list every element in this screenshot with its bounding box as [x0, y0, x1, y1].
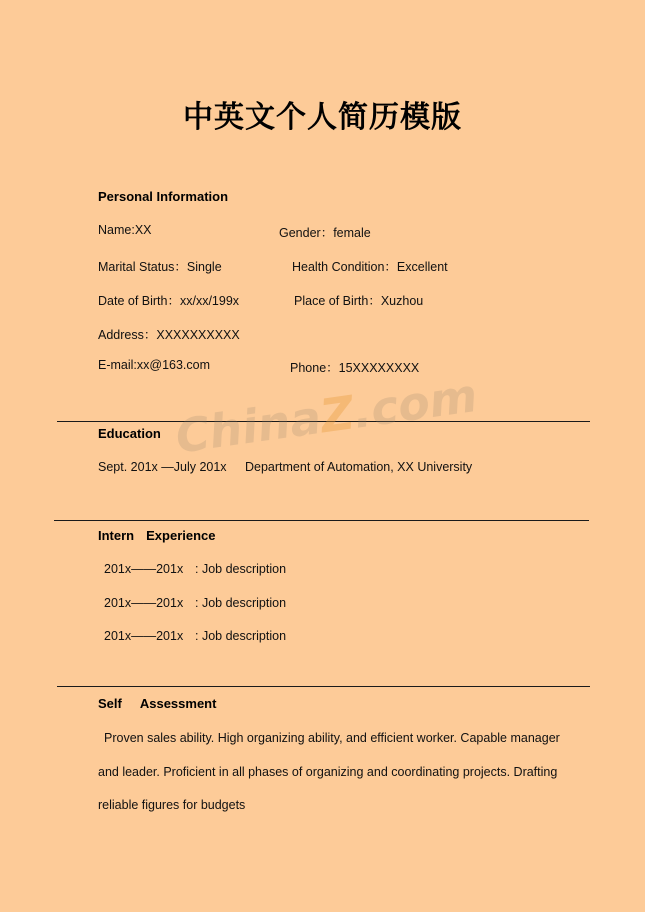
self-assessment-line: and leader. Proficient in all phases of organizing and coordinating projects. Drafting: [98, 765, 558, 779]
email-field: E-mail:xx@163.com: [98, 358, 211, 372]
section-divider: [57, 686, 590, 687]
health-condition-field: Health Condition：Excellent: [292, 260, 448, 274]
marital-status-field: Marital Status：Single: [98, 260, 222, 274]
self-heading-word: Self: [98, 696, 122, 711]
place-of-birth-field: Place of Birth：Xuzhou: [294, 294, 424, 308]
section-divider: [57, 421, 590, 422]
intern-item-period: 201x——201x: [104, 562, 184, 576]
self-assessment-heading: [98, 696, 216, 711]
watermark-domain: .com: [349, 367, 481, 439]
phone-field: Phone：15XXXXXXXX: [290, 361, 420, 375]
watermark-text: China: [172, 389, 325, 464]
gender-field: Gender：female: [279, 226, 371, 240]
watermark-logo: [172, 368, 480, 464]
address-field: Address：XXXXXXXXXX: [98, 328, 240, 342]
self-assessment-line: reliable figures for budgets: [98, 798, 246, 812]
intern-item-description: : Job description: [195, 629, 287, 643]
section-divider: [54, 520, 589, 521]
education-detail: Department of Automation, XX University: [245, 460, 473, 474]
date-of-birth-field: Date of Birth：xx/xx/199x: [98, 294, 240, 308]
intern-item-period: 201x——201x: [104, 629, 184, 643]
page-title: 中英文个人简历模版: [183, 100, 462, 135]
intern-experience-heading: [98, 528, 216, 543]
intern-heading-word: Intern: [98, 528, 135, 543]
intern-item-period: 201x——201x: [104, 596, 184, 610]
personal-info-heading: Personal Information: [98, 189, 229, 204]
education-heading: Education: [98, 426, 161, 441]
watermark-z: Z: [316, 385, 358, 444]
self-assessment-line: Proven sales ability. High organizing ability, and efficient worker. Capable manager: [104, 731, 560, 745]
education-period: Sept. 201x —July 201x: [98, 460, 227, 474]
intern-item-description: : Job description: [195, 596, 287, 610]
experience-heading-word: Experience: [146, 528, 216, 543]
assessment-heading-word: Assessment: [139, 696, 217, 711]
name-field: Name:XX: [98, 223, 152, 237]
intern-item-description: : Job description: [195, 562, 287, 576]
